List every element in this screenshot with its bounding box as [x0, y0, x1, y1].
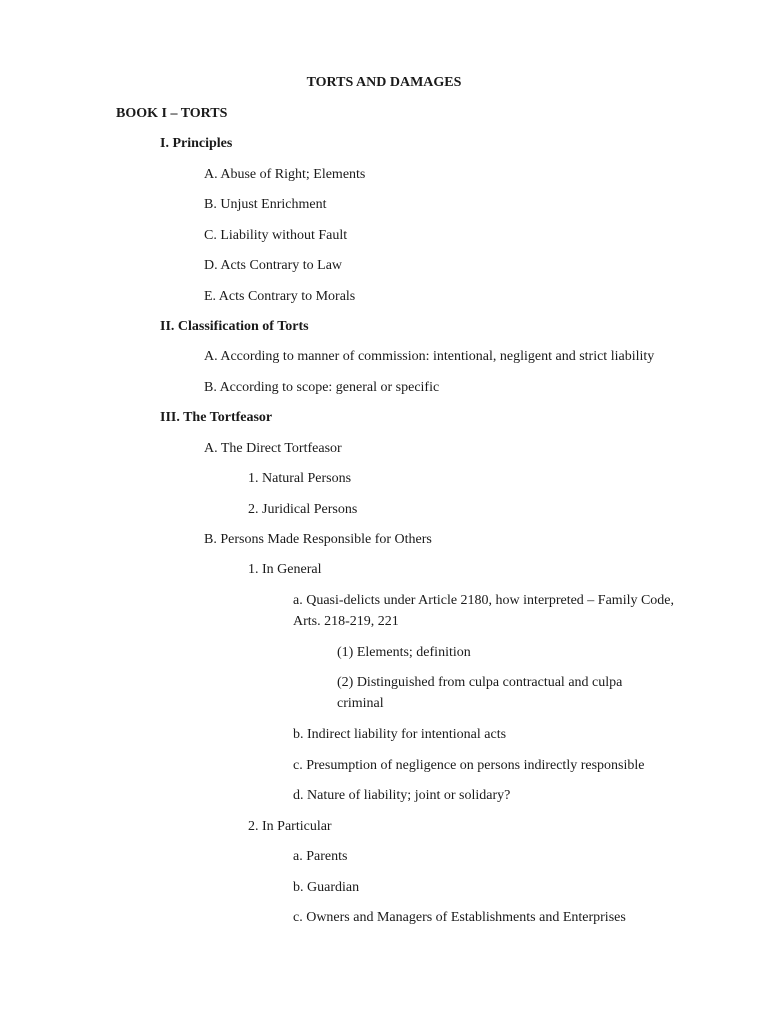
- outline-item: b. Indirect liability for intentional acts: [293, 727, 507, 742]
- outline-item: 1. In General: [248, 562, 322, 577]
- outline-item: a. Quasi-delicts under Article 2180, how interpreted – Family Code, Arts. 218-219, 221: [293, 593, 675, 629]
- outline-item: c. Owners and Managers of Establishments and Enterprises: [293, 910, 626, 925]
- outline-item: E. Acts Contrary to Morals: [204, 289, 356, 304]
- outline-item: A. According to manner of commission: intentional, negligent and strict liability: [204, 349, 655, 364]
- document-title: TORTS AND DAMAGES: [306, 75, 462, 90]
- outline-item: (2) Distinguished from culpa contractual and culpa criminal: [337, 675, 623, 711]
- section-heading-classification: II. Classification of Torts: [160, 319, 309, 334]
- outline-item: a. Parents: [293, 849, 348, 864]
- outline-item: C. Liability without Fault: [204, 228, 348, 243]
- outline-item: 2. Juridical Persons: [248, 502, 358, 517]
- outline-item: D. Acts Contrary to Law: [204, 258, 343, 273]
- outline-item: A. Abuse of Right; Elements: [204, 167, 366, 182]
- outline-item: A. The Direct Tortfeasor: [204, 441, 342, 456]
- outline-item: B. Persons Made Responsible for Others: [204, 532, 432, 547]
- outline-item: B. Unjust Enrichment: [204, 197, 327, 212]
- outline-item: d. Nature of liability; joint or solidary?: [293, 788, 511, 803]
- section-heading-tortfeasor: III. The Tortfeasor: [160, 410, 273, 425]
- section-heading-principles: I. Principles: [160, 136, 233, 151]
- outline-item: B. According to scope: general or specific: [204, 380, 440, 395]
- outline-item: 2. In Particular: [248, 819, 332, 834]
- outline-item: 1. Natural Persons: [248, 471, 352, 486]
- outline-item: (1) Elements; definition: [337, 645, 471, 660]
- outline-item: b. Guardian: [293, 880, 360, 895]
- book-heading: BOOK I – TORTS: [116, 106, 228, 121]
- outline-item: c. Presumption of negligence on persons indirectly responsible: [293, 758, 645, 773]
